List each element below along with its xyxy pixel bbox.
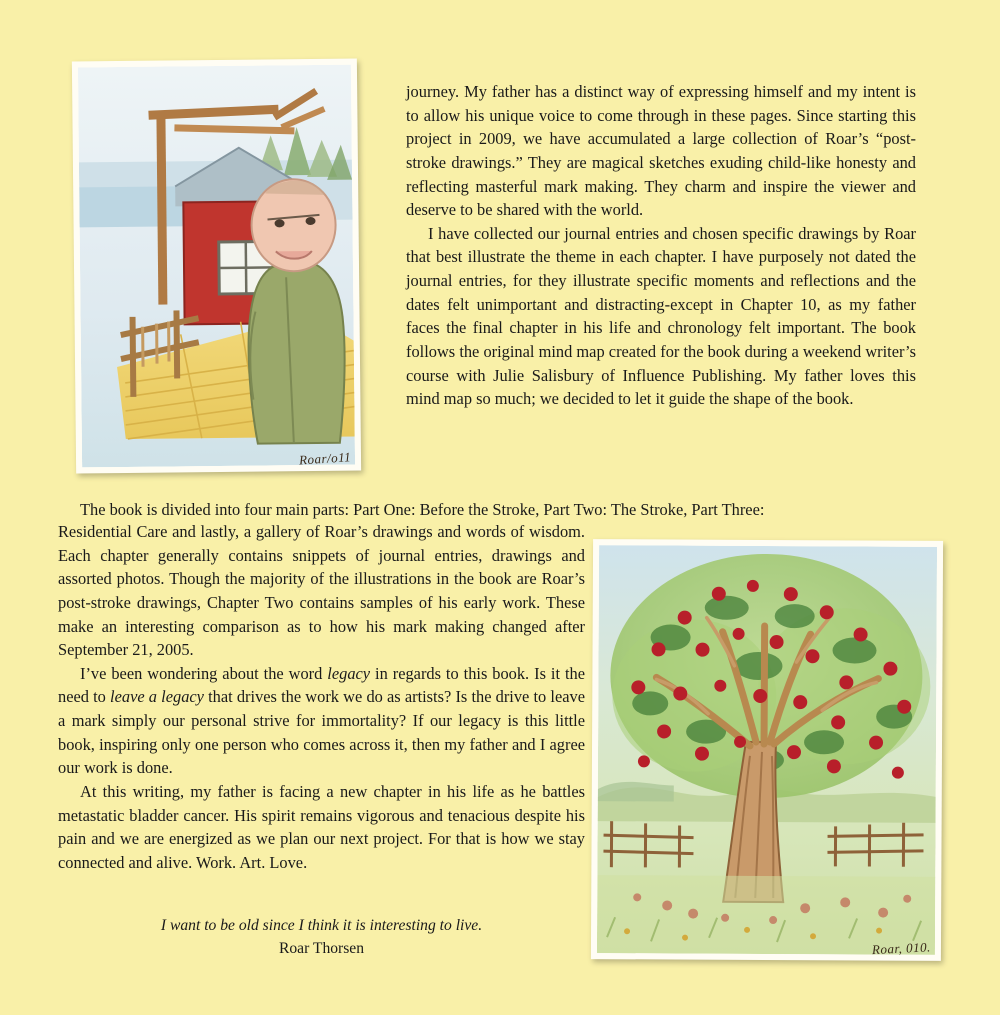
legacy-text-2: in regards to this book. Is it the need to: [58, 663, 585, 707]
quote-attribution: Roar Thorsen: [278, 939, 365, 957]
paragraph-legacy: [58, 662, 585, 780]
paragraph-residential-care: Residential Care and lastly, a gallery of Roar’s drawings and words of wisdom. Each chapter generally contains snippets of journal entries, drawings and assorted photos. Though the majority of the illustrations in the book are Roar’s post-stroke drawings, Chapter Two contains samples of his early work. These make an interesting comparison as to how his mark making changed after September 21, 2005.: [58, 522, 585, 660]
apple-tree-drawing: [591, 539, 943, 961]
legacy-text-1: I’ve been wondering about the word: [80, 663, 328, 683]
paragraph-journey: journey. My father has a distinct way of expressing himself and my intent is to allow his unique voice to come through in these pages. Since starting this project in 2009, we have accumulated a large collection of Roar’s “post-stroke drawings.” They are magical sketches exuding child-like honesty and reflecting masterful mark making. They charm and inspire the viewer and deserve to be shared with the world.: [406, 82, 916, 220]
cabin-drawing-signature: Roar/o11: [298, 449, 352, 468]
legacy-italic-2: leave a legacy: [110, 687, 204, 707]
apple-tree-drawing-signature: Roar, 010.: [871, 939, 932, 958]
paragraph-at-this-writing: At this writing, my father is facing a new chapter in his life as he battles metastatic bladder cancer. His spirit remains vigorous and tenacious despite his pain and we are energized as we plan our next project. For that is how we stay connected and alive. Work. Art. Love.: [58, 781, 585, 872]
full-width-paragraph: [58, 498, 916, 522]
apple-tree-drawing-canvas: [597, 545, 937, 955]
right-column-text: [406, 80, 916, 411]
cabin-drawing-canvas: [78, 65, 355, 468]
cabin-illustration-svg: [78, 65, 355, 468]
pull-quote: [58, 915, 585, 960]
legacy-italic-1: legacy: [327, 663, 371, 683]
apple-tree-illustration-svg: [597, 545, 937, 955]
cabin-drawing: [72, 59, 361, 474]
left-column-text: [58, 520, 585, 874]
paragraph-journal-entries: I have collected our journal entries and chosen specific drawings by Roar that best illustrate the theme in each chapter. I have purposely not dated the journal entries, for they illustrate specific moments and reflections and the dates felt unimportant and distracting-except in Chapter 10, as my father faces the final chapter in his life and chronology felt important. The book follows the original mind map created for the book during a weekend writer’s course with Julie Salisbury of Influence Publishing. My father loves this mind map so much; we decided to let it guide the shape of the book.: [406, 223, 916, 409]
legacy-text-3: that drives the work we do as artists? Is the drive to leave a mark simply our personal strive for immortality? If our legacy is this little book, inspiring only one person who comes across it, then my father and I agree our work is done.: [58, 687, 585, 778]
paragraph-four-parts: The book is divided into four main parts: Part One: Before the Stroke, Part Two: The Stroke, Part Three:: [80, 500, 765, 519]
quote-text: I want to be old since I think it is interesting to live.: [160, 917, 483, 934]
